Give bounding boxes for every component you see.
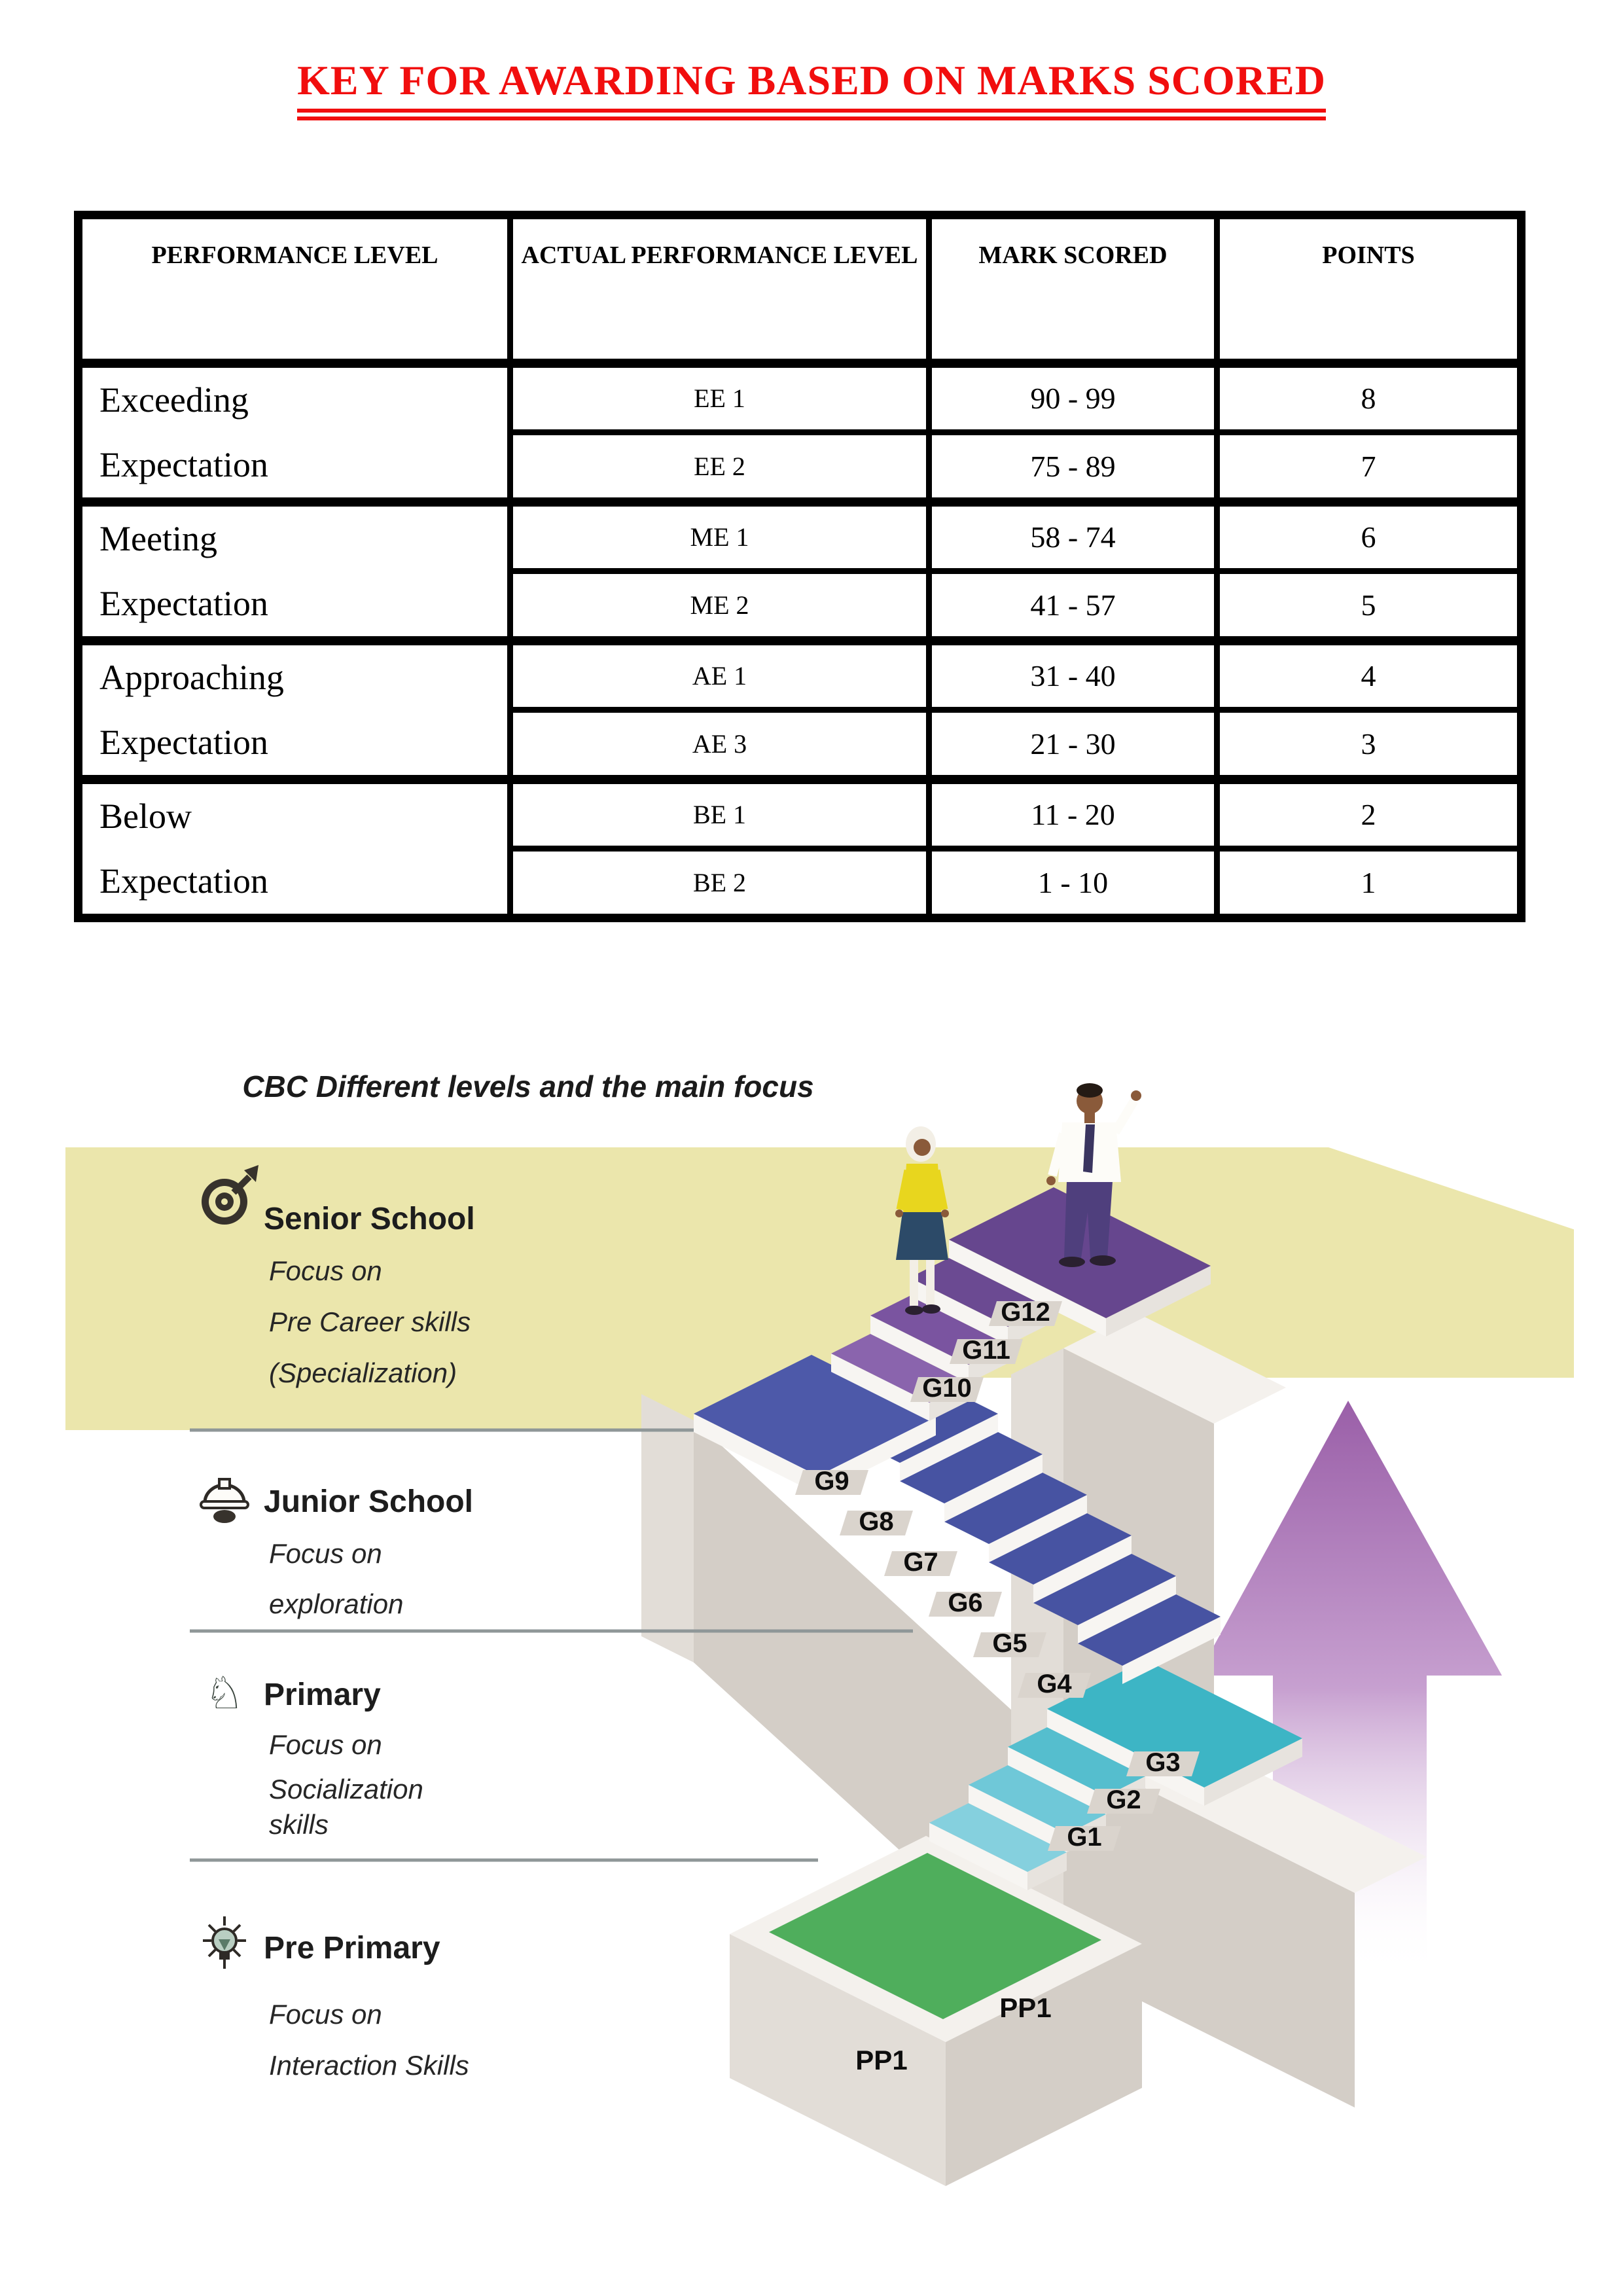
code-cell: EE 1 [510, 363, 929, 433]
code-cell: BE 2 [510, 848, 929, 918]
code-cell: AE 3 [510, 710, 929, 780]
diagram-title: CBC Different levels and the main focus [242, 1069, 814, 1103]
marks-key-table [74, 211, 1525, 922]
marks-cell: 90 - 99 [929, 363, 1217, 433]
page-title-text: KEY FOR AWARDING BASED ON MARKS SCORED [297, 57, 1326, 120]
level-cell-meeting [79, 502, 510, 641]
pp-label-right: PP1 [999, 1992, 1052, 2023]
level-line: Below [99, 797, 192, 836]
level-line: Exceeding [99, 380, 249, 420]
grade-label-g10: G10 [922, 1374, 972, 1403]
code-cell: ME 1 [510, 502, 929, 571]
points-cell: 5 [1217, 571, 1522, 641]
marks-cell: 1 - 10 [929, 848, 1217, 918]
grade-label-g9: G9 [814, 1467, 849, 1496]
grade-label-g8: G8 [859, 1507, 894, 1536]
level-pre-primary [203, 1916, 469, 2081]
level-name: Primary [264, 1677, 381, 1712]
col-header-performance-level: PERFORMANCE LEVEL [79, 215, 510, 363]
code-cell: BE 1 [510, 780, 929, 849]
level-focus-line: skills [269, 1809, 329, 1840]
marks-cell: 75 - 89 [929, 433, 1217, 502]
bulb-icon [203, 1916, 246, 1969]
table-row [79, 641, 1522, 710]
table-header-row [79, 215, 1522, 363]
hardhat-icon [201, 1479, 248, 1523]
level-cell-approaching [79, 641, 510, 780]
level-junior-school [201, 1479, 473, 1619]
grade-label-g6: G6 [948, 1588, 983, 1617]
level-line: Expectation [99, 445, 268, 484]
col-header-mark-scored: MARK SCORED [929, 215, 1217, 363]
level-line: Expectation [99, 861, 268, 901]
level-focus-line: Interaction Skills [269, 2050, 469, 2081]
col-header-actual-performance-level: ACTUAL PERFORMANCE LEVEL [510, 215, 929, 363]
level-focus-line: (Specialization) [269, 1357, 457, 1388]
points-cell: 4 [1217, 641, 1522, 710]
level-focus-line: Focus on [269, 1729, 382, 1760]
grade-label-g12: G12 [1001, 1298, 1050, 1327]
level-name: Senior School [264, 1202, 475, 1236]
grade-label-g11: G11 [962, 1336, 1010, 1365]
marks-cell: 58 - 74 [929, 502, 1217, 571]
page-title [0, 56, 1623, 105]
points-cell: 2 [1217, 780, 1522, 849]
marks-cell: 21 - 30 [929, 710, 1217, 780]
marks-cell: 11 - 20 [929, 780, 1217, 849]
level-cell-exceeding [79, 363, 510, 502]
code-cell: ME 2 [510, 571, 929, 641]
grade-label-g3: G3 [1145, 1748, 1181, 1777]
table-row [79, 502, 1522, 571]
grade-label-g5: G5 [992, 1629, 1027, 1658]
level-focus-line: exploration [269, 1588, 404, 1619]
level-line: Approaching [99, 658, 284, 697]
grade-label-g4: G4 [1037, 1670, 1072, 1698]
level-focus-line: Focus on [269, 1999, 382, 2030]
table-row [79, 780, 1522, 849]
level-focus-line: Pre Career skills [269, 1306, 471, 1337]
points-cell: 6 [1217, 502, 1522, 571]
col-header-points: POINTS [1217, 215, 1522, 363]
level-line: Expectation [99, 723, 268, 762]
level-focus-line: Focus on [269, 1538, 382, 1569]
level-focus-line: Focus on [269, 1255, 382, 1286]
level-name: Junior School [264, 1484, 474, 1519]
knight-icon: ♘ [204, 1668, 245, 1719]
code-cell: EE 2 [510, 433, 929, 502]
level-primary [205, 1668, 423, 1840]
points-cell: 7 [1217, 433, 1522, 502]
points-cell: 1 [1217, 848, 1522, 918]
marks-cell: 31 - 40 [929, 641, 1217, 710]
level-line: Expectation [99, 584, 268, 623]
code-cell: AE 1 [510, 641, 929, 710]
level-focus-line: Socialization [269, 1774, 423, 1804]
pp-label-left: PP1 [855, 2045, 908, 2075]
cbc-levels-diagram [56, 1060, 1574, 2265]
grade-label-g1: G1 [1067, 1823, 1102, 1852]
table-row [79, 363, 1522, 433]
level-name: Pre Primary [264, 1931, 440, 1965]
points-cell: 8 [1217, 363, 1522, 433]
level-line: Meeting [99, 519, 217, 558]
points-cell: 3 [1217, 710, 1522, 780]
marks-cell: 41 - 57 [929, 571, 1217, 641]
grade-label-g7: G7 [903, 1548, 938, 1577]
grade-label-g2: G2 [1106, 1785, 1141, 1814]
level-cell-below [79, 780, 510, 918]
